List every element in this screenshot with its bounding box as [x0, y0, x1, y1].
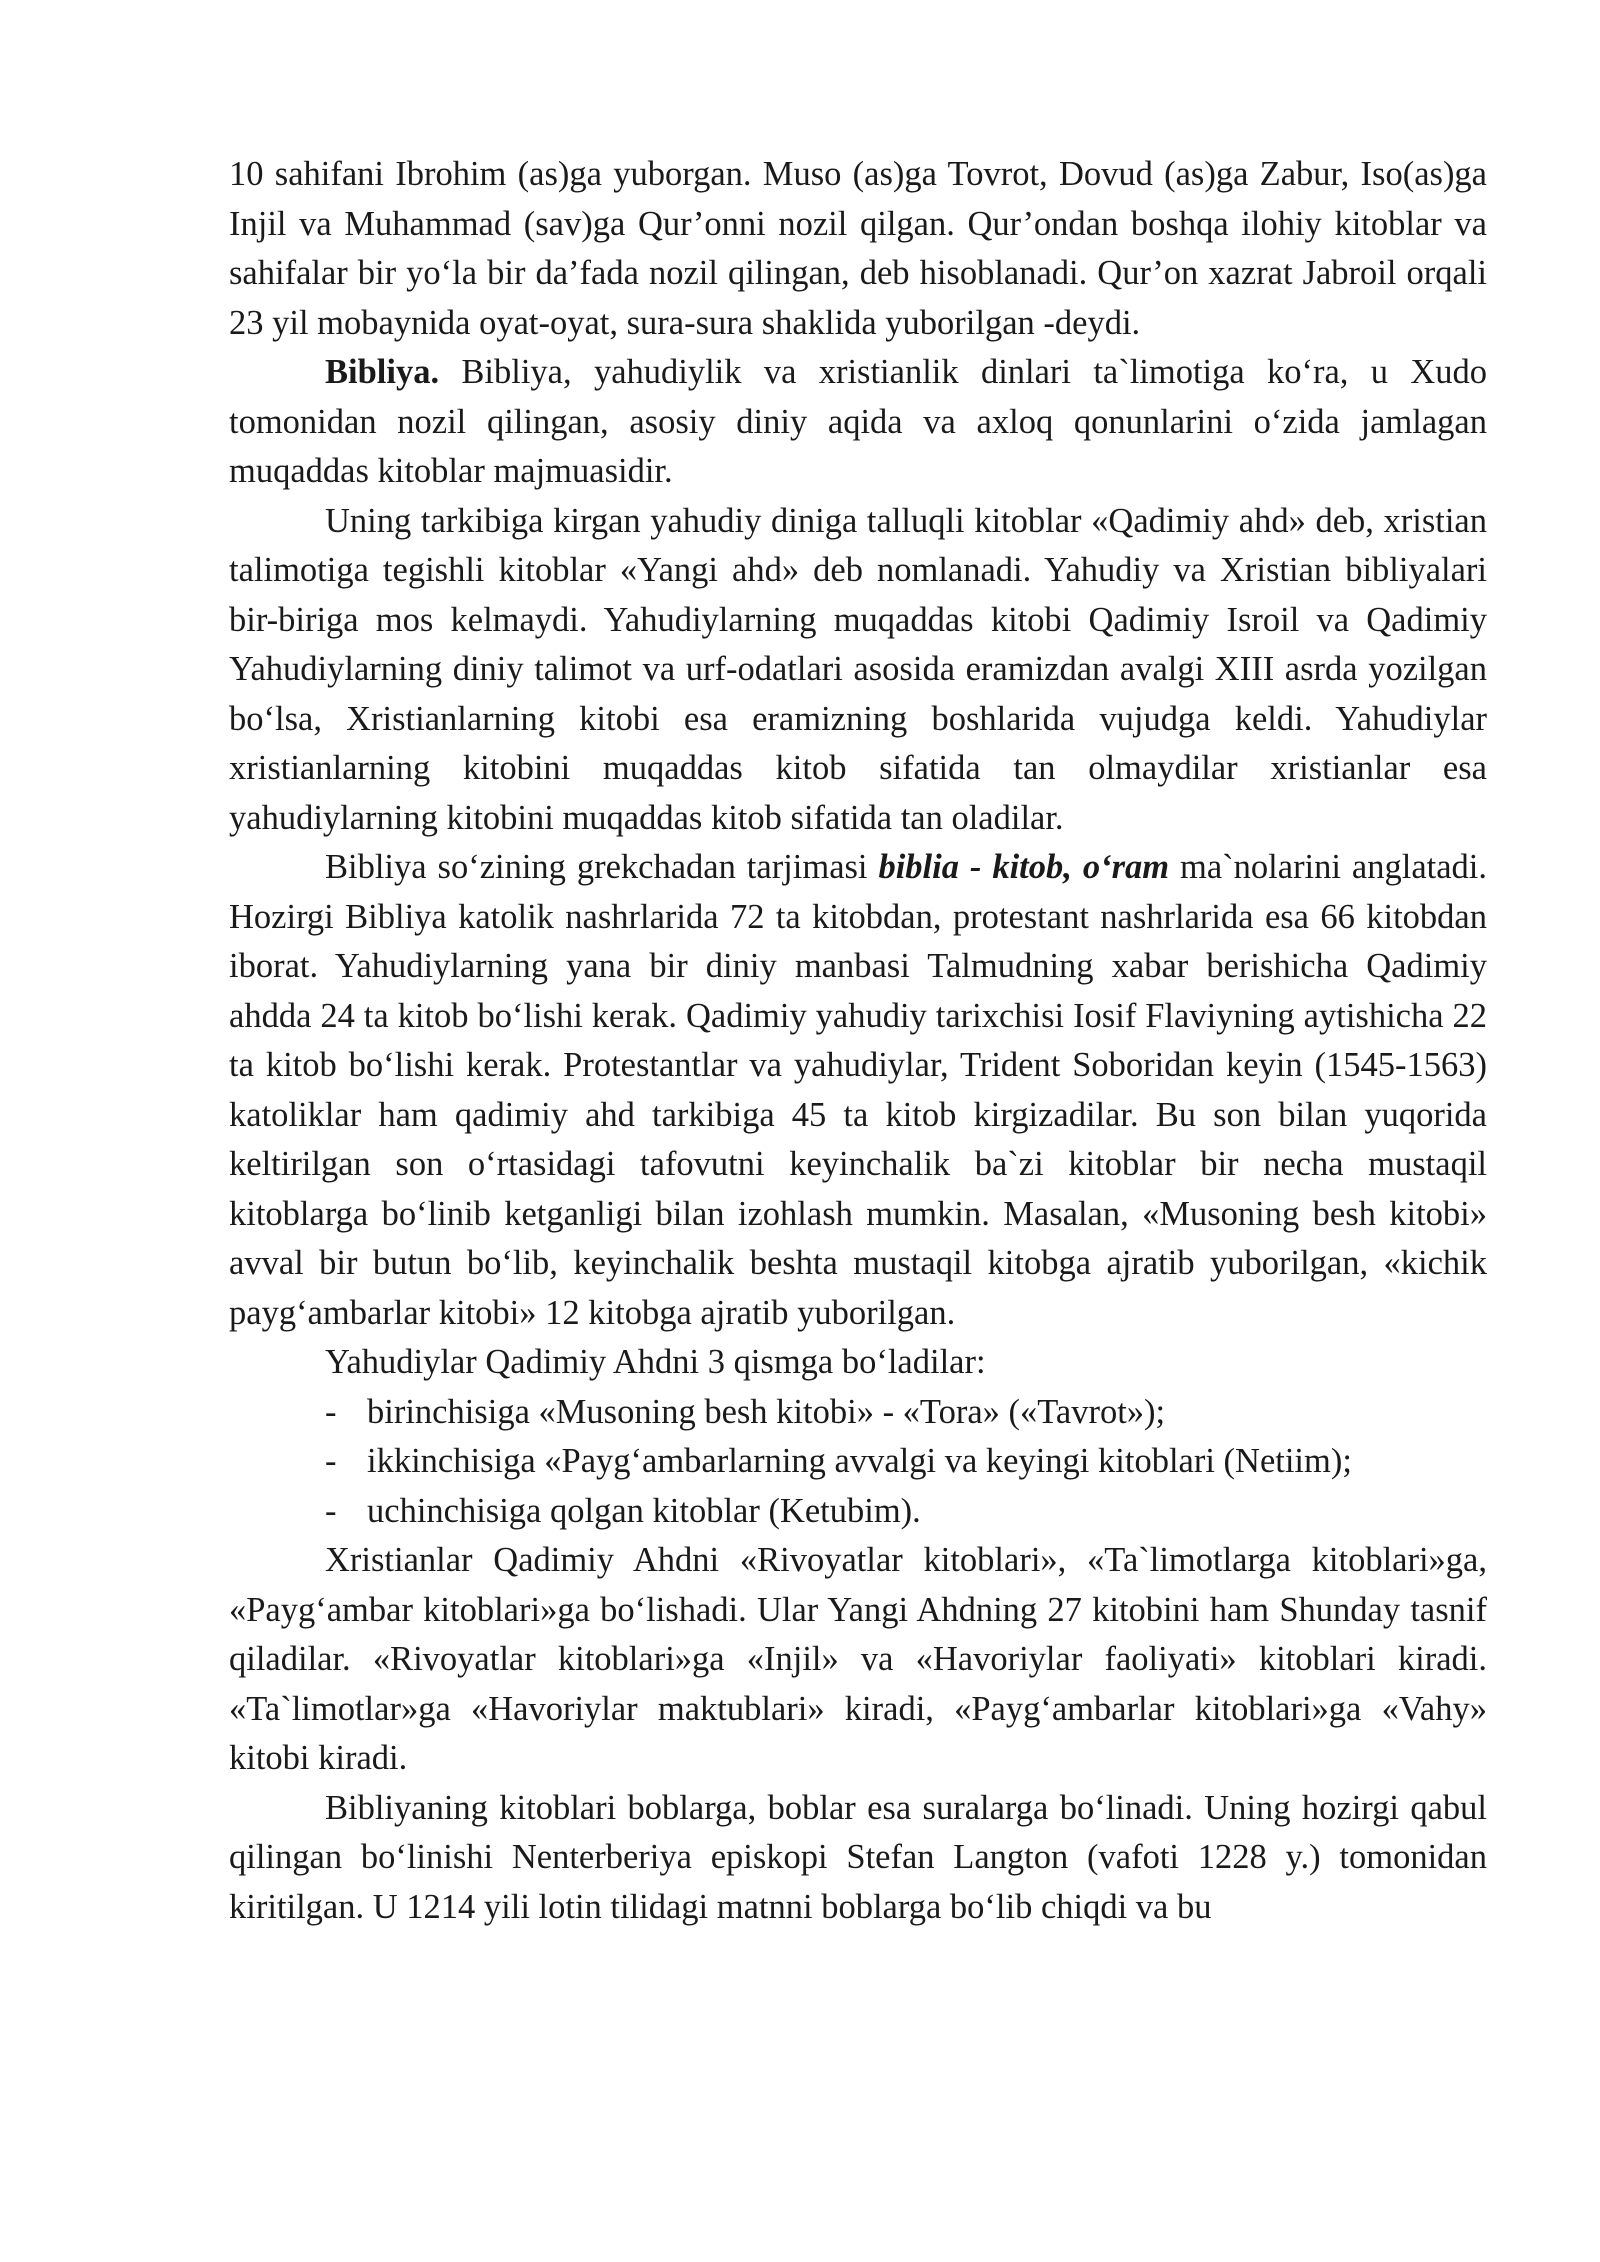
list-item [325, 1487, 1487, 1537]
paragraph-christian-division: Xristianlar Qadimiy Ahdni «Rivoyatlar kitoblari», «Ta`limotlarga kitoblari»ga, «Payg‘ambar kitoblari»ga bo‘lishadi. Ular Yangi Ahdning 27 kitobini ham Shunday tasnif qiladilar. «Rivoyatlar kitoblari»ga «Injil» va «Havoriylar faoliyati» kitoblari kiradi. «Ta`limotlar»ga «Havoriylar maktublari» kiradi, «Payg‘ambarlar kitoblari»ga «Vahy» kitobi kiradi. [229, 1541, 1487, 1777]
etymology-emphasis: biblia - kitob, o‘ram [878, 848, 1170, 886]
list-item-text: uchinchisiga qolgan kitoblar (Ketubim). [367, 1491, 921, 1530]
etymology-text-before: Bibliya so‘zining grekchadan tarjimasi [325, 848, 879, 886]
etymology-text-after: ma`nolarini anglatadi. Hozirgi Bibliya katolik nashrlarida 72 ta kitobdan, protestant nashrlarida esa 66 kitobdan iborat. Yahudiylarning yana bir diniy manbasi Talmudning xabar berishicha Qadimiy ahdda 24 ta kitob bo‘lishi kerak. Qadimiy yahudiy tarixchisi Iosif Flaviyning aytishicha 22 ta kitob bo‘lishi kerak. Protestantlar va yahudiylar, Trident Soboridan keyin (1545-1563) katoliklar ham qadimiy ahd tarkibiga 45 ta kitob kirgizadilar. Bu son bilan yuqorida keltirilgan son o‘rtasidagi tafovutni keyinchalik ba`zi kitoblar bir necha mustaqil kitoblarga bo‘linib ketganligi bilan izohlash mumkin. Masalan, «Musoning besh kitobi» avval bir butun bo‘lib, keyinchalik beshta mustaqil kitobga ajratib yuborilgan, «kichik payg‘ambarlar kitobi» 12 kitobga ajratib yuborilgan. [229, 848, 1487, 1332]
list-item [325, 1437, 1487, 1487]
paragraph-etymology [229, 843, 1487, 1338]
list-item [325, 1388, 1487, 1438]
paragraph-intro: 10 sahifani Ibrohim (as)ga yuborgan. Muso (as)ga Tovrot, Dovud (as)ga Zabur, Iso(as)ga Injil va Muhammad (sav)ga Qur’onni nozil qilgan. Qur’ondan boshqa ilohiy kitoblar va sahifalar bir yo‘la bir da’fada nozil qilingan, deb hisoblanadi. Qur’on xazrat Jabroil orqali 23 yil mobaynida oyat-oyat, sura-sura shaklida yuborilgan -deydi. [229, 155, 1487, 342]
list-item-text: ikkinchisiga «Payg‘ambarlarning avvalgi va keyingi kitoblari (Netiim); [367, 1442, 1352, 1480]
bibliya-heading: Bibliya. [325, 353, 440, 391]
list-dash: - [325, 1491, 337, 1530]
paragraph-composition: Uning tarkibiga kirgan yahudiy diniga talluqli kitoblar «Qadimiy ahd» deb, xristian talimotiga tegishli kitoblar «Yangi ahd» deb nomlanadi. Yahudiy va Xristian bibliyalari bir-biriga mos kelmaydi. Yahudiylarning muqaddas kitobi Qadimiy Isroil va Qadimiy Yahudiylarning diniy talimot va urf-odatlari asosida eramizdan avalgi XIII asrda yozilgan bo‘lsa, Xristianlarning kitobi esa eramizning boshlarida vujudga keldi. Yahudiylar xristianlarning kitobini muqaddas kitob sifatida tan olmaydilar xristianlar esa yahudiylarning kitobini muqaddas kitob sifatida tan oladilar. [229, 501, 1487, 837]
bibliya-definition-text: Bibliya, yahudiylik va xristianlik dinlari ta`limotiga ko‘ra, u Xudo tomonidan nozil qilingan, asosiy diniy aqida va axloq qonunlarini o‘zida jamlagan muqaddas kitoblar majmuasidir. [229, 353, 1487, 490]
document-page [229, 150, 1487, 1932]
paragraph-division-intro: Yahudiylar Qadimiy Ahdni 3 qismga bo‘ladilar: [325, 1343, 986, 1381]
list-dash: - [325, 1392, 337, 1431]
paragraph-bibliya-definition [229, 348, 1487, 497]
division-list [229, 1388, 1487, 1537]
list-dash: - [325, 1442, 337, 1480]
paragraph-chapters: Bibliyaning kitoblari boblarga, boblar esa suralarga bo‘linadi. Uning hozirgi qabul qilingan bo‘linishi Nenterberiya episkopi Stefan Langton (vafoti 1228 y.) tomonidan kiritilgan. U 1214 yili lotin tilidagi matnni boblarga bo‘lib chiqdi va bu [229, 1788, 1487, 1926]
list-item-text: birinchisiga «Musoning besh kitobi» - «Tora» («Tavrot»); [367, 1392, 1166, 1431]
